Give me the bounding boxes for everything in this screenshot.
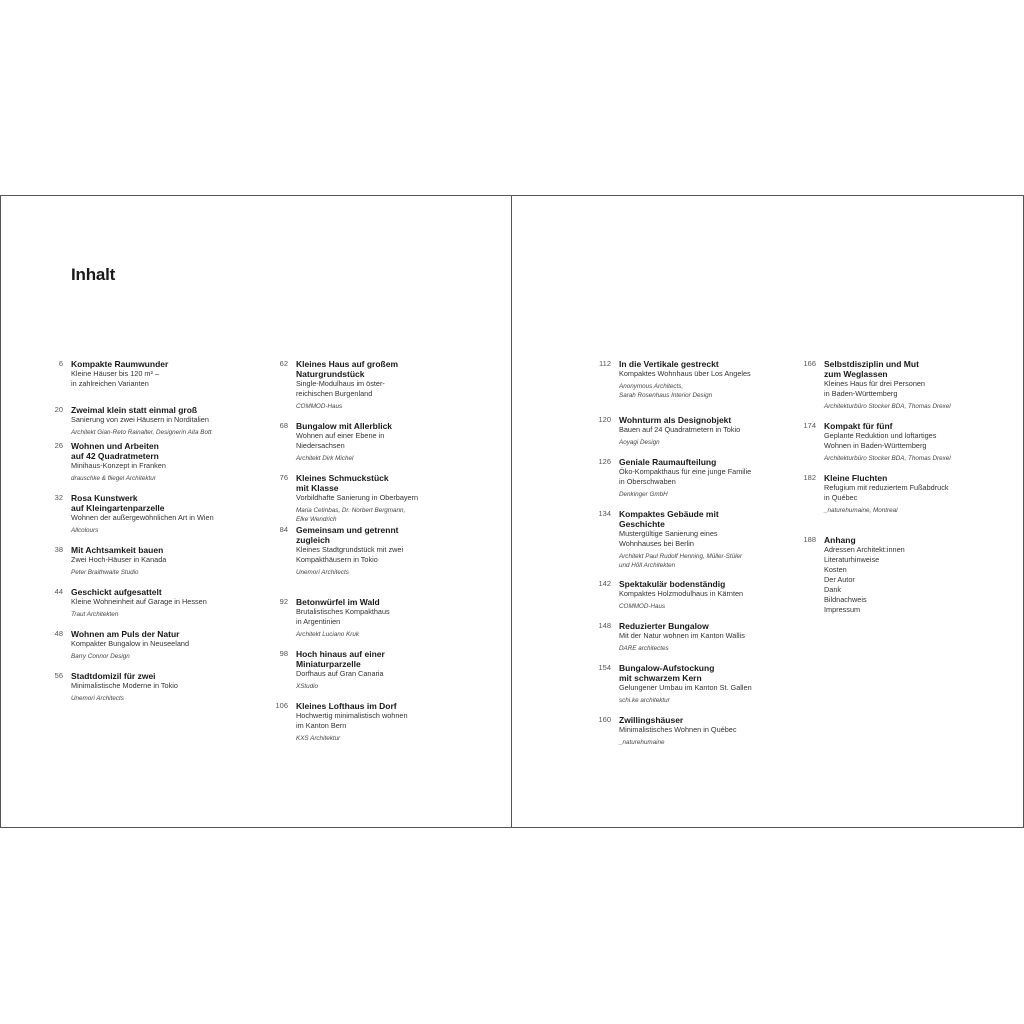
toc-entry [279, 649, 506, 692]
entry-architect: Denkinger GmbH [619, 491, 668, 498]
right-page [512, 196, 1024, 827]
entry-subtitle: Single-Modulhaus im öster- reichischen Burgenland [296, 379, 385, 398]
entry-architect: Architekt Gian-Reto Rainalter, Designerin Aita Bott [71, 429, 212, 436]
entry-title: Bungalow-Aufstockung mit schwarzem Kern [619, 663, 715, 683]
entry-subtitle: Refugium mit reduziertem Fußabdruck in Québec [824, 483, 949, 502]
page-number: 166 [803, 359, 816, 368]
entry-subtitle: Minimalistische Moderne in Tokio [71, 681, 178, 690]
entry-title: Zwillingshäuser [619, 715, 684, 725]
entry-title: Gemeinsam und getrennt zugleich [296, 525, 399, 545]
entry-architect: drauschke & fliegel Architektur [71, 475, 156, 482]
entry-title: Reduzierter Bungalow [619, 621, 709, 631]
page-number: 120 [598, 415, 611, 424]
toc-entry [58, 359, 281, 389]
toc-entry [275, 701, 506, 744]
entry-title: Betonwürfel im Wald [296, 597, 380, 607]
entry-architect: COMMOD-Haus [619, 603, 666, 610]
toc-entry [279, 597, 506, 640]
entry-architect: Allcolours [71, 527, 99, 534]
page-number: 174 [803, 421, 816, 430]
entry-subtitle: Zwei Hoch-Häuser in Kanada [71, 555, 167, 564]
page-number: 188 [803, 535, 816, 544]
entry-title: Kompaktes Gebäude mit Geschichte [619, 509, 719, 529]
entry-architect: _naturehumaine, Montreal [824, 507, 898, 514]
entry-architect: XStudio [296, 683, 319, 690]
entry-title: Anhang [824, 535, 856, 545]
entry-subtitle: Kleines Haus für drei Personen in Baden-Württemberg [824, 379, 925, 398]
toc-entry [54, 441, 281, 484]
toc-entry [598, 663, 829, 706]
entry-title: Kleines Haus auf großem Naturgrundstück [296, 359, 399, 379]
entry-architect: schi.ke architektur [619, 697, 670, 704]
entry-title: Spektakulär bodenständig [619, 579, 726, 589]
entry-subtitle: Wohnen der außergewöhnlichen Art in Wien [71, 513, 214, 522]
entry-subtitle: Kompaktes Holzmodulhaus in Kärnten [619, 589, 744, 598]
toc-entry [54, 587, 281, 620]
entry-subtitle: Gelungener Umbau im Kanton St. Gallen [619, 683, 752, 692]
entry-architect: Architekturbüro Stocker BDA, Thomas Drexel [824, 403, 951, 410]
toc-entry [279, 359, 506, 412]
page-number: 84 [279, 525, 288, 534]
page-number: 98 [279, 649, 288, 658]
page-number: 182 [803, 473, 816, 482]
entry-title: Kleine Fluchten [824, 473, 888, 483]
toc-entry [803, 359, 1024, 412]
entry-title: Stadtdomizil für zwei [71, 671, 156, 681]
entry-architect: Unemori Architects [296, 569, 349, 576]
entry-subtitle: Kleine Wohneinheit auf Garage in Hessen [71, 597, 207, 606]
entry-subtitle: Kleine Häuser bis 120 m² – in zahlreichen Varianten [71, 369, 160, 388]
entry-architect: KXS Architektur [296, 735, 341, 742]
entry-title: Kompakt für fünf [824, 421, 893, 431]
entry-title: Selbstdisziplin und Mut zum Weglassen [824, 359, 919, 379]
page-number: 142 [598, 579, 611, 588]
entry-architect: Peter Braithwaite Studio [71, 569, 139, 576]
page-number: 134 [598, 509, 611, 518]
page-number: 76 [279, 473, 288, 482]
entry-architect: Architekt Dirk Michel [296, 455, 354, 462]
book-spread [0, 195, 1024, 828]
toc-entry [598, 621, 829, 654]
entry-architect: Anonymous Architects, Sarah Rosenhaus Interior Design [619, 383, 713, 399]
entry-subtitle: Minimalistisches Wohnen in Québec [619, 725, 737, 734]
entry-subtitle: Sanierung von zwei Häusern in Norditalien [71, 415, 209, 424]
toc-entry [803, 535, 1024, 615]
page-number: 92 [279, 597, 288, 606]
entry-title: Mit Achtsamkeit bauen [71, 545, 164, 555]
toc-entry [803, 421, 1024, 464]
entry-subtitle: Wohnen auf einer Ebene in Niedersachsen [296, 431, 385, 450]
entry-subtitle: Kompaktes Wohnhaus über Los Angeles [619, 369, 751, 378]
entry-architect: _naturehumaine [619, 739, 665, 746]
page-number: 26 [54, 441, 63, 450]
page-number: 6 [58, 359, 63, 368]
entry-subtitle: Vorbildhafte Sanierung in Oberbayern [296, 493, 419, 502]
entry-title: Bungalow mit Allerblick [296, 421, 393, 431]
entry-subtitle: Minihaus-Konzept in Franken [71, 461, 166, 470]
page-title: Inhalt [71, 265, 116, 284]
entry-architect: DARE architectes [619, 645, 669, 652]
entry-title: Zweimal klein statt einmal groß [71, 405, 198, 415]
toc-entry [54, 405, 281, 438]
toc-entry [598, 415, 829, 448]
toc-entry [279, 525, 506, 578]
entry-title: Wohnen am Puls der Natur [71, 629, 180, 639]
toc-entry [54, 493, 281, 536]
page-number: 160 [598, 715, 611, 724]
toc-entry [279, 421, 506, 464]
entry-title: Geniale Raumaufteilung [619, 457, 717, 467]
page-number: 20 [54, 405, 63, 414]
toc-entry [598, 579, 829, 612]
entry-subtitle: Geplante Reduktion und loftartiges Wohnen in Baden-Württemberg [824, 431, 937, 450]
page-number: 148 [598, 621, 611, 630]
entry-architect: Traut Architekten [71, 611, 119, 618]
entry-subtitle: Bauen auf 24 Quadratmetern in Tokio [619, 425, 741, 434]
page-number: 38 [54, 545, 63, 554]
toc-entry [54, 545, 281, 578]
entry-title: Kompakte Raumwunder [71, 359, 169, 369]
toc-entry [54, 671, 281, 704]
entry-subtitle: Adressen Architekt:innen Literaturhinweise Kosten Der Autor Dank Bildnachweis Impressum [824, 545, 905, 614]
entry-title: Wohnturm als Designobjekt [619, 415, 732, 425]
entry-subtitle: Mit der Natur wohnen im Kanton Wallis [619, 631, 745, 640]
page-number: 126 [598, 457, 611, 466]
left-page [0, 196, 512, 827]
entry-architect: Aoyagi Design [619, 439, 660, 446]
entry-subtitle: Öko-Kompakthaus für eine junge Familie in Oberschwaben [619, 467, 752, 486]
entry-title: Geschickt aufgesattelt [71, 587, 162, 597]
entry-architect: Maria Cetinbas, Dr. Norbert Bergmann, Elke Wendrich [296, 507, 406, 523]
entry-architect: Architekt Paul Rudolf Henning, Müller-Stüler und Höll Architekten [619, 553, 743, 569]
entry-subtitle: Mustergültige Sanierung eines Wohnhauses bei Berlin [619, 529, 718, 548]
entry-subtitle: Kleines Stadtgrundstück mit zwei Kompakthäusern in Tokio [296, 545, 404, 564]
page-number: 56 [54, 671, 63, 680]
entry-architect: Architekt Luciano Kruk [296, 631, 359, 638]
entry-title: Kleines Schmuckstück mit Klasse [296, 473, 389, 493]
entry-title: Hoch hinaus auf einer Miniaturparzelle [296, 649, 385, 669]
page-number: 44 [54, 587, 63, 596]
entry-subtitle: Brutalistisches Kompakthaus in Argentinien [296, 607, 390, 626]
entry-title: Wohnen und Arbeiten auf 42 Quadratmetern [71, 441, 159, 461]
page-number: 154 [598, 663, 611, 672]
page-number: 48 [54, 629, 63, 638]
entry-subtitle: Hochwertig minimalistisch wohnen im Kanton Bern [296, 711, 408, 730]
toc-entry [598, 715, 829, 748]
page-number: 106 [275, 701, 288, 710]
page-number: 32 [54, 493, 63, 502]
entry-subtitle: Kompakter Bungalow in Neuseeland [71, 639, 190, 648]
entry-title: Kleines Lofthaus im Dorf [296, 701, 397, 711]
toc-entry [54, 629, 281, 662]
entry-architect: Unemori Architects [71, 695, 124, 702]
toc-entry [803, 473, 1024, 516]
entry-architect: Barry Connor Design [71, 653, 130, 660]
entry-subtitle: Dorfhaus auf Gran Canaria [296, 669, 384, 678]
entry-architect: COMMOD-Haus [296, 403, 343, 410]
entry-architect: Architekturbüro Stocker BDA, Thomas Drexel [824, 455, 951, 462]
entry-title: Rosa Kunstwerk auf Kleingartenparzelle [71, 493, 165, 513]
page-number: 68 [279, 421, 288, 430]
toc-entry [279, 473, 506, 524]
page-number: 112 [599, 359, 611, 368]
entry-title: In die Vertikale gestreckt [619, 359, 719, 369]
page-number: 62 [279, 359, 288, 368]
